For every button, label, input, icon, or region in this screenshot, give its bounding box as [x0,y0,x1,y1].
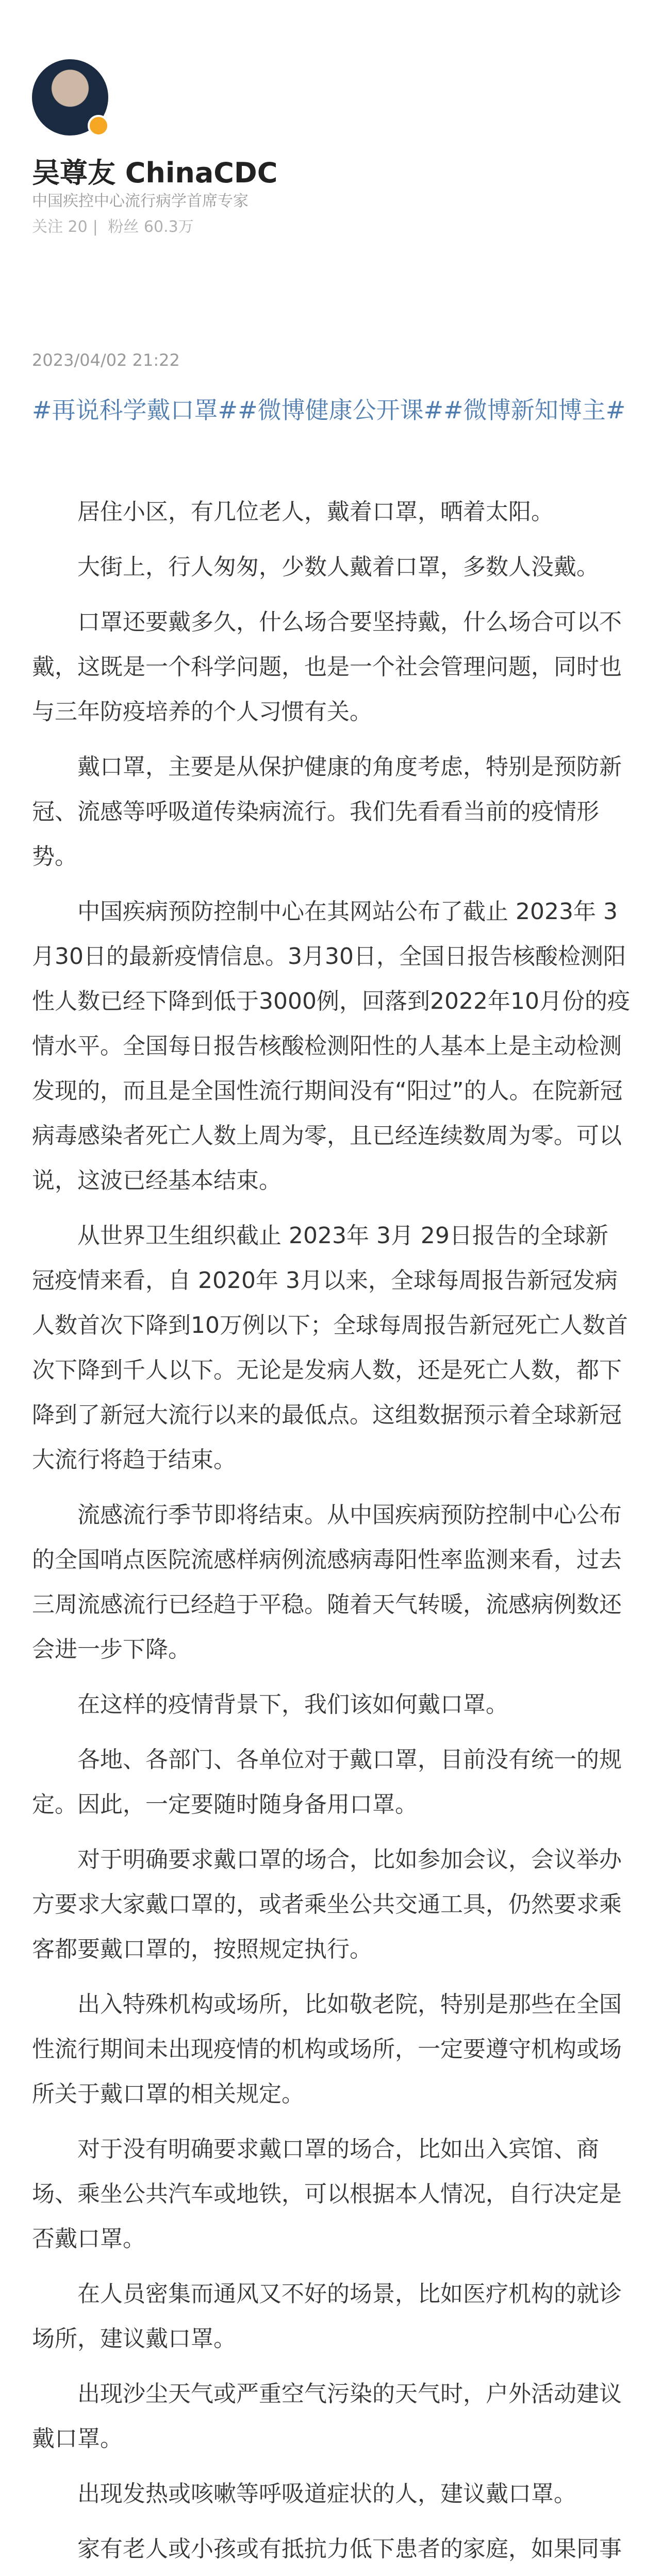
paragraph: 大街上，行人匆匆，少数人戴着口罩，多数人没戴。 [77,554,599,580]
paragraph: 从世界卫生组织截止 2023年 3月 29日报告的全球新冠疫情来看，自 2020年 3月以来，全球每周报告新冠发病人数首次下降到10万例以下；全球每周报告新冠死亡人数首次下降到千人以下。无论是发病人数，还是死亡人数，都下降到了新冠大流行以来的最低点。这组数据预示着全球新冠大流行将趋于结束。 [32,1223,628,1473]
verification-text: 中国疾控中心流行病学首席专家 [32,192,249,210]
author-name[interactable]: 吴尊友 ChinaCDC [32,157,278,189]
paragraph: 在这样的疫情背景下，我们该如何戴口罩。 [77,1691,508,1718]
following-count[interactable]: 关注 20 [32,218,88,236]
paragraph: 在人员密集而通风又不好的场景，比如医疗机构的就诊场所，建议戴口罩。 [32,2281,622,2352]
post-topics[interactable]: #再说科学戴口罩##微博健康公开课##微博新知博主# [32,396,626,424]
stats-divider: | [92,218,98,236]
paragraph: 各地、各部门、各单位对于戴口罩，目前没有统一的规定。因此，一定要随时随身备用口罩。 [32,1747,622,1818]
paragraph: 家有老人或小孩或有抵抗力低下患者的家庭，如果同事 [77,2536,622,2562]
paragraph: 戴口罩，主要是从保护健康的角度考虑，特别是预防新冠、流感等呼吸道传染病流行。我们先看看当前的疫情形势。 [32,754,622,870]
paragraph: 对于没有明确要求戴口罩的场合，比如出入宾馆、商场、乘坐公共汽车或地铁，可以根据本人情况，自行决定是否戴口罩。 [32,2136,622,2252]
post-time: 2023/04/02 21:22 [32,350,180,370]
author-profile [32,59,630,236]
paragraph: 口罩还要戴多久，什么场合要坚持戴，什么场合可以不戴，这既是一个科学问题，也是一个社会管理问题，同时也与三年防疫培养的个人习惯有关。 [32,609,622,725]
paragraph: 对于明确要求戴口罩的场合，比如参加会议，会议举办方要求大家戴口罩的，或者乘坐公共交通工具，仍然要求乘客都要戴口罩的，按照规定执行。 [32,1846,622,1962]
paragraph: 出现沙尘天气或严重空气污染的天气时，户外活动建议戴口罩。 [32,2381,622,2452]
followers-count[interactable]: 粉丝 60.3万 [108,218,194,236]
profile-stats [32,214,199,236]
paragraph: 中国疾病预防控制中心在其网站公布了截止 2023年 3月30日的最新疫情信息。3月30日，全国日报告核酸检测阳性人数已经下降到低于3000例，回落到2022年10月份的疫情水平。全国每日报告核酸检测阳性的人基本上是主动检测发现的，而且是全国性流行期间没有“阳过”的人。在院新冠病毒感染者死亡人数上周为零，且已经连续数周为零。可以说，这波已经基本结束。 [32,899,630,1194]
paragraph: 居住小区，有几位老人，戴着口罩，晒着太阳。 [77,499,554,525]
paragraph: 流感流行季节即将结束。从中国疾病预防控制中心公布的全国哨点医院流感样病例流感病毒阳性率监测来看，过去三周流感流行已经趋于平稳。随着天气转暖，流感病例数还会进一步下降。 [32,1502,622,1663]
paragraph: 出入特殊机构或场所，比如敬老院，特别是那些在全国性流行期间未出现疫情的机构或场所，一定要遵守机构或场所关于戴口罩的相关规定。 [32,1991,622,2107]
post-body [32,489,630,2576]
verified-badge-icon [88,115,109,137]
paragraph: 出现发热或咳嗽等呼吸道症状的人，建议戴口罩。 [77,2481,576,2507]
